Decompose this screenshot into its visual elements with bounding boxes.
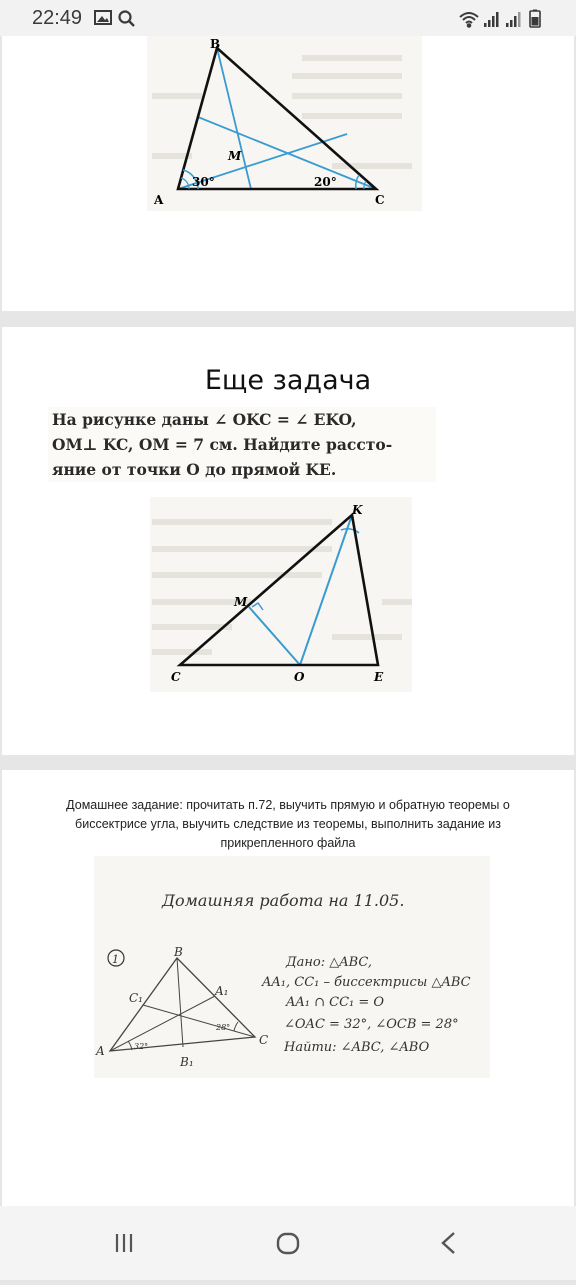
problem-figure xyxy=(2,327,574,755)
angle-label-c: 20° xyxy=(314,175,337,189)
vertex-label-a1: A₁ xyxy=(215,984,229,998)
vertex-label-c1: C₁ xyxy=(129,991,143,1005)
given-line: AA₁, CC₁ – биссектрисы △ABC xyxy=(262,975,471,990)
slide-card-2[interactable] xyxy=(2,327,574,755)
triangle-figure xyxy=(2,36,574,311)
slide-title: Еще задача xyxy=(204,365,372,396)
signal-icon xyxy=(506,12,521,27)
vertex-label-c: C xyxy=(259,1033,269,1047)
status-bar xyxy=(0,0,576,36)
homework-text: Домашнее задание: прочитать п.72, выучить прямую и обратную теоремы о биссектрисе угла, выучить следствие из теоремы, выполнить задание из прикрепленного файла xyxy=(66,798,510,850)
status-time: 22:49 xyxy=(32,7,83,29)
vertex-label-b: B xyxy=(174,945,183,959)
problem-line: яние от точки O до прямой KE. xyxy=(52,460,337,479)
given-line: ∠OAC = 32°, ∠OCB = 28° xyxy=(284,1017,459,1032)
given-line: Найти: ∠ABC, ∠ABO xyxy=(284,1040,430,1055)
angle-label-a: 30° xyxy=(192,175,215,189)
task-number: 1 xyxy=(112,953,119,966)
given-line: Дано: △ABC, xyxy=(286,955,373,970)
given-line: AA₁ ∩ CC₁ = O xyxy=(286,995,385,1010)
recent-apps-icon[interactable] xyxy=(117,1234,131,1252)
slide-card-3[interactable] xyxy=(2,770,574,1206)
navigation-bar xyxy=(0,1206,576,1280)
slide-card-1[interactable] xyxy=(2,36,574,311)
vertex-label-c: C xyxy=(171,670,181,684)
handwritten-figure xyxy=(2,770,574,1206)
search-icon xyxy=(120,12,135,27)
vertex-label-e: E xyxy=(374,670,384,684)
point-label-m: M xyxy=(228,149,242,163)
vertex-label-k: K xyxy=(352,503,363,517)
vertex-label-a: A xyxy=(96,1044,105,1058)
status-right-icons xyxy=(458,9,548,34)
vertex-label-m: M xyxy=(234,595,248,609)
wifi-icon xyxy=(460,13,478,27)
vertex-label-o: O xyxy=(294,670,305,684)
battery-icon xyxy=(530,10,540,28)
home-icon[interactable] xyxy=(278,1234,298,1253)
vertex-label-c: C xyxy=(375,193,385,207)
signal-icon xyxy=(484,12,499,27)
back-icon[interactable] xyxy=(443,1233,454,1253)
vertex-label-a: A xyxy=(154,193,164,207)
status-left-icons xyxy=(94,9,140,32)
problem-line: На рисунке даны ∠ OKC = ∠ EKO, xyxy=(52,410,357,429)
angle-label-c: 28° xyxy=(216,1023,231,1032)
angle-label-a: 32° xyxy=(134,1042,149,1051)
handwritten-title: Домашняя работа на 11.05. xyxy=(162,891,405,910)
problem-line: OM⊥ KC, OM = 7 см. Найдите рассто- xyxy=(52,435,393,454)
vertex-label-b1: B₁ xyxy=(180,1055,194,1069)
image-icon xyxy=(95,11,111,24)
vertex-label-b: B xyxy=(210,37,221,51)
